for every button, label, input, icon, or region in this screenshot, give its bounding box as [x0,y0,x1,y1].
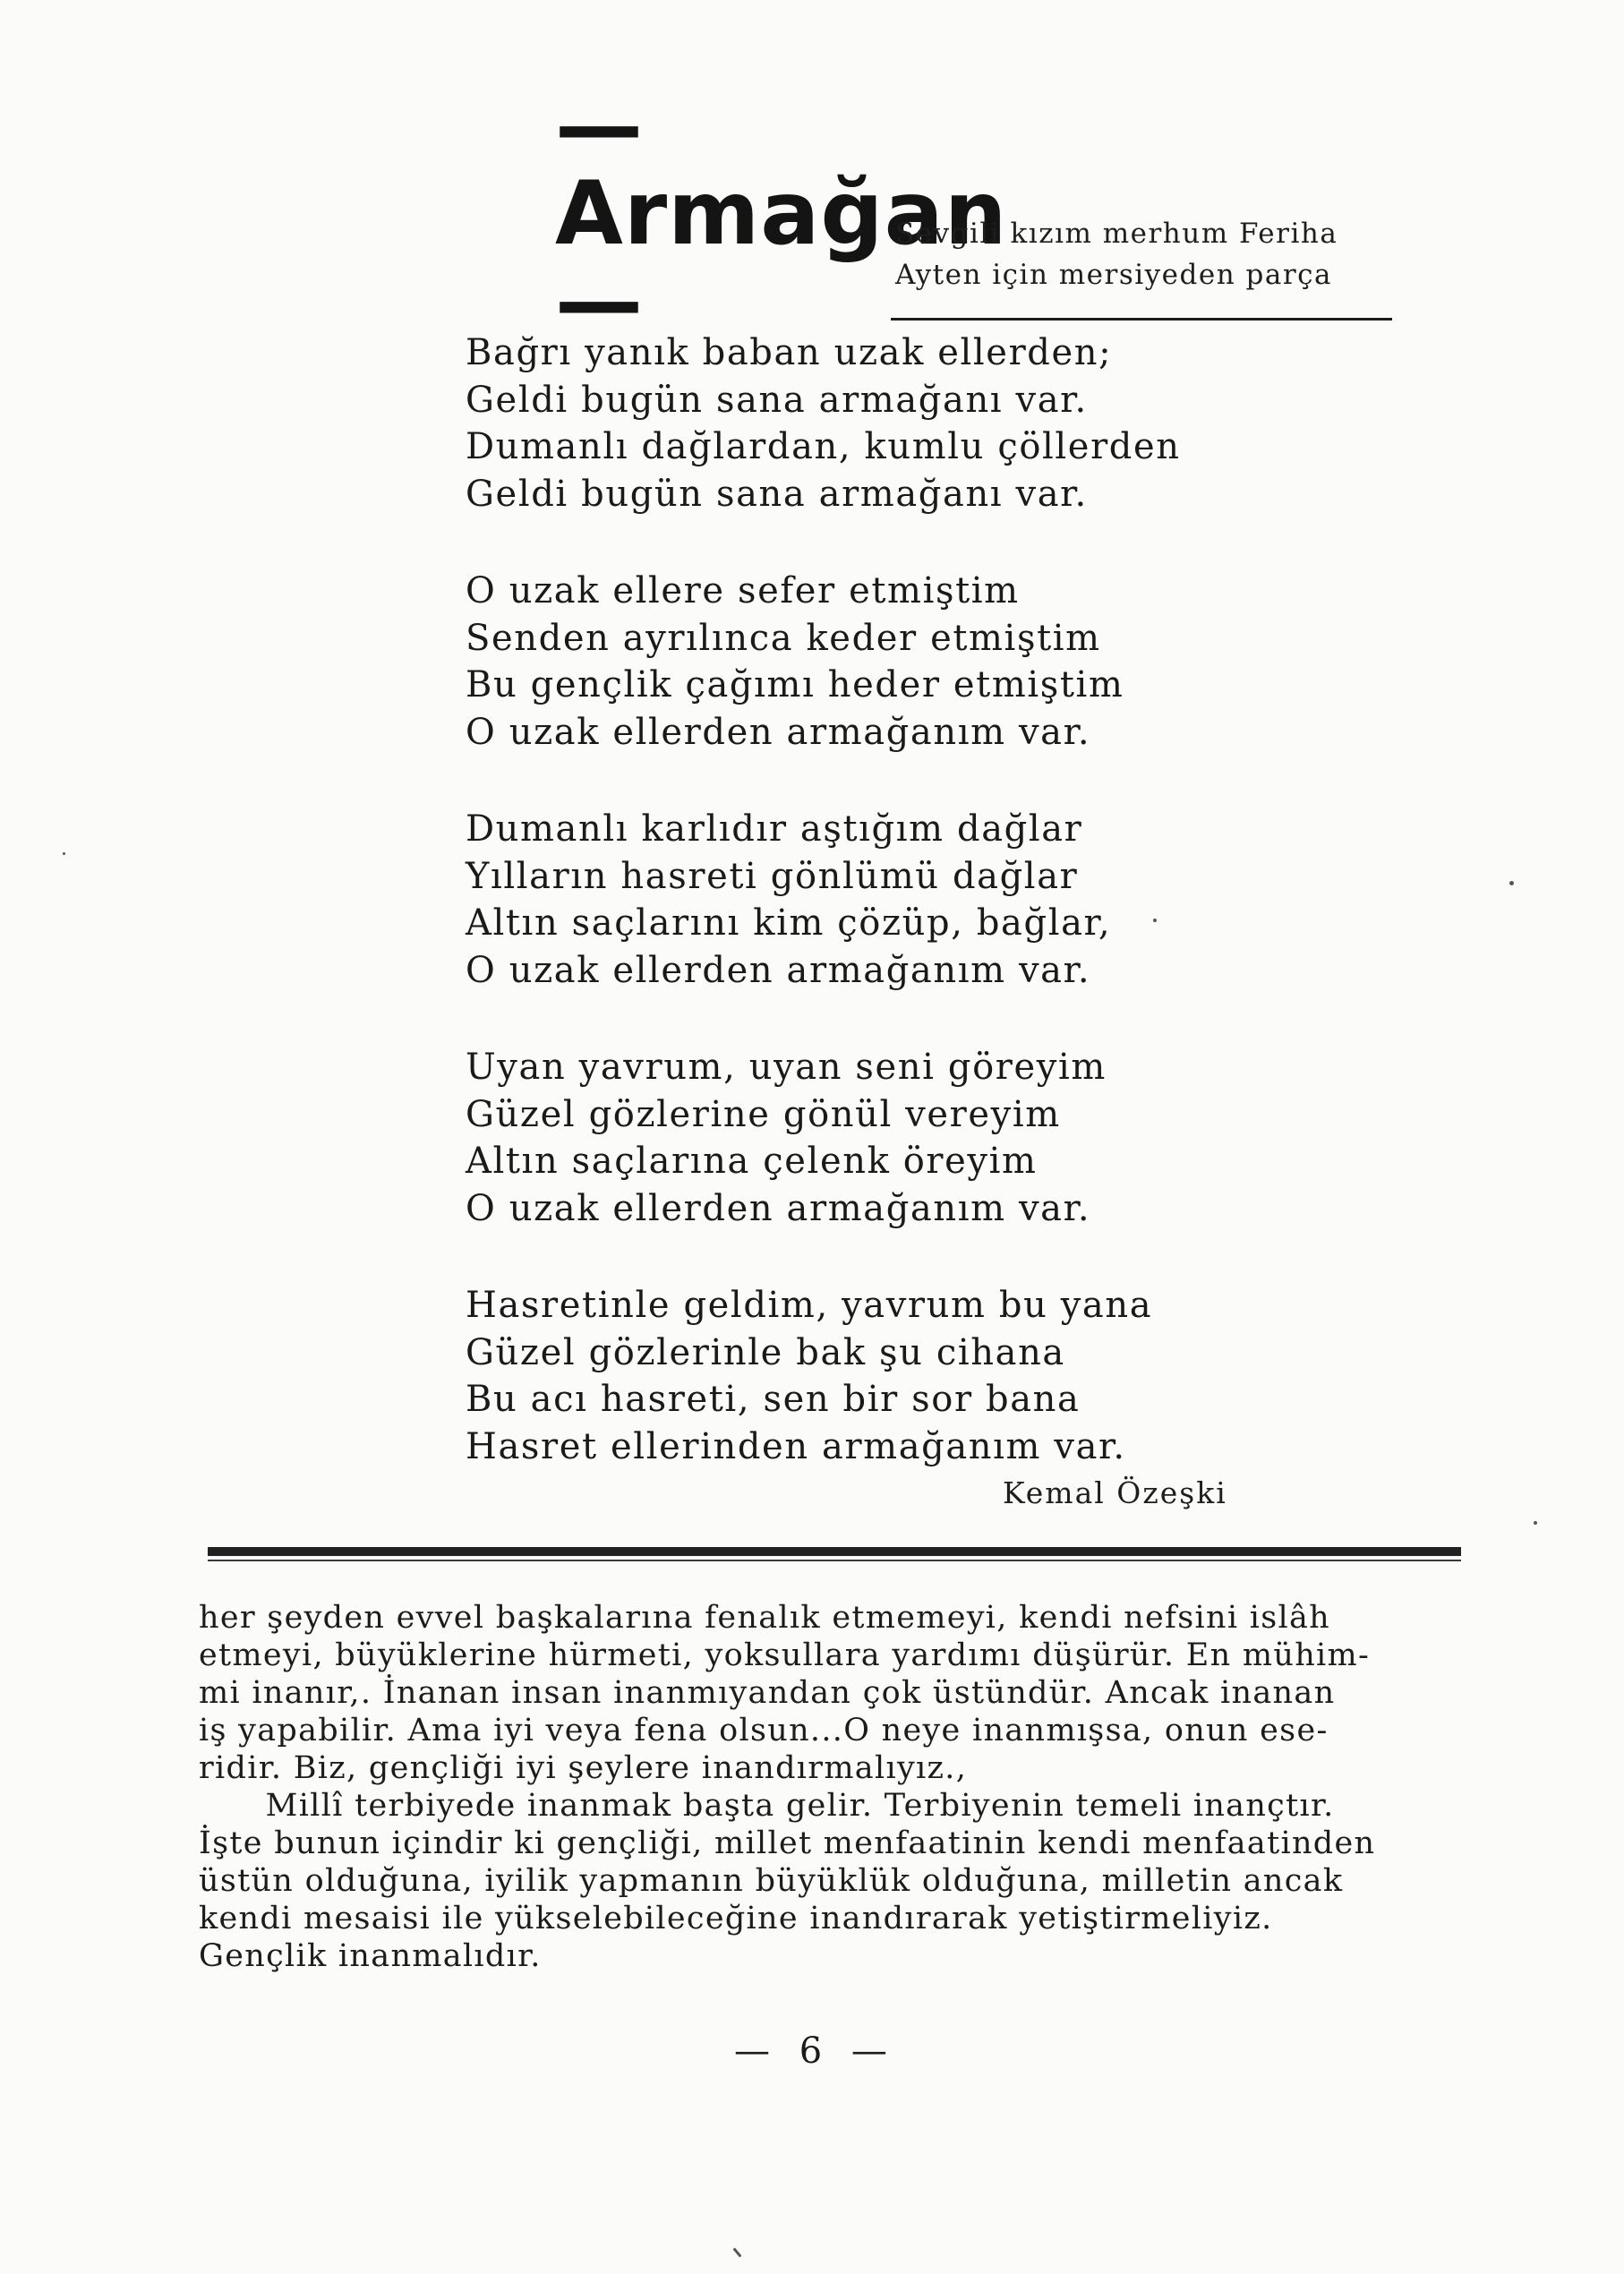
prose-line: mi inanır,. İnanan insan inanmıyandan çok üstündür. Ancak inanan [199,1675,1336,1711]
scan-speck [732,2247,741,2257]
poem-line: Geldi bugün sana armağanı var. [466,473,1088,515]
poem-author: Kemal Özeşki [1003,1475,1227,1510]
stanza [466,568,1271,756]
poem-line: Geldi bugün sana armağanı var. [466,379,1088,421]
page-title: —Armağan— [555,75,1008,353]
poem-line: Yılların hasreti gönlümü dağlar [466,855,1079,897]
page-number: — 6 — [734,2030,896,2072]
stanza [466,1282,1271,1470]
poem-line: O uzak ellerden armağanım var. [466,711,1091,753]
section-divider-thin [208,1560,1461,1561]
poem-line: Altın saçlarına çelenk öreyim [466,1141,1038,1182]
dedication-line: Sevgili kızım merhum Feriha [895,218,1338,250]
prose-line: İşte bunun içindir ki gençliği, millet menfaatinin kendi menfaatinden [199,1825,1376,1861]
stanza [466,1044,1271,1232]
prose-line: etmeyi, büyüklerine hürmeti, yoksullara yardımı düşürür. En mühim- [199,1637,1371,1673]
poem-line: Hasret ellerinden armağanım var. [466,1425,1126,1467]
prose-line: üstün olduğuna, iyilik yapmanın büyüklük olduğuna, milletin ancak [199,1863,1344,1899]
prose-line: Gençlik inanmalıdır. [199,1938,542,1974]
poem-line: Güzel gözlerine gönül vereyim [466,1093,1061,1135]
poem-line: Güzel gözlerinle bak şu cihana [466,1331,1065,1373]
poem-line: O uzak ellerden armağanım var. [466,1187,1091,1229]
poem [466,329,1271,1520]
prose-line: ridir. Biz, gençliği iyi şeylere inandırmalıyız., [199,1750,968,1786]
scan-speck [63,852,65,855]
poem-line: Dumanlı dağlardan, kumlu çöllerden [466,426,1181,467]
poem-line: Altın saçlarını kim çözüp, bağlar, [466,902,1112,944]
poem-line: O uzak ellerden armağanım var. [466,949,1091,991]
dedication-line: Ayten için mersiyeden parça [895,259,1333,291]
stanza [466,329,1271,517]
prose-line: kendi mesaisi ile yükselebileceğine inandırarak yetiştirmeliyiz. [199,1901,1273,1936]
poem-line: Bu gençlik çağımı heder etmiştim [466,664,1124,705]
stanza [466,806,1271,994]
prose-line: her şeyden evvel başkalarına fenalık etmemeyi, kendi nefsini islâh [199,1600,1331,1636]
poem-line: Hasretinle geldim, yavrum bu yana [466,1285,1153,1326]
poem-line: Dumanlı karlıdır aştığım dağlar [466,808,1083,850]
prose-line: Millî terbiyede inanmak başta gelir. Terbiyenin temeli inançtır. [199,1788,1335,1824]
scan-speck [1534,1521,1537,1525]
scan-speck [1153,919,1157,922]
dedication [895,213,1397,295]
section-divider [208,1547,1461,1556]
scan-speck [1509,881,1514,885]
poem-line: Senden ayrılınca keder etmiştim [466,617,1101,659]
poem-line: Uyan yavrum, uyan seni göreyim [466,1047,1107,1088]
poem-line: Bu acı hasreti, sen bir sor bana [466,1379,1081,1420]
dedication-underline [891,318,1392,321]
prose-line: iş yapabilir. Ama iyi veya fena olsun...O neye inanmışsa, onun ese- [199,1713,1329,1748]
poem-line: O uzak ellere sefer etmiştim [466,570,1020,611]
prose-paragraphs [199,1599,1461,1975]
poem-line: Bağrı yanık baban uzak ellerden; [466,332,1113,373]
